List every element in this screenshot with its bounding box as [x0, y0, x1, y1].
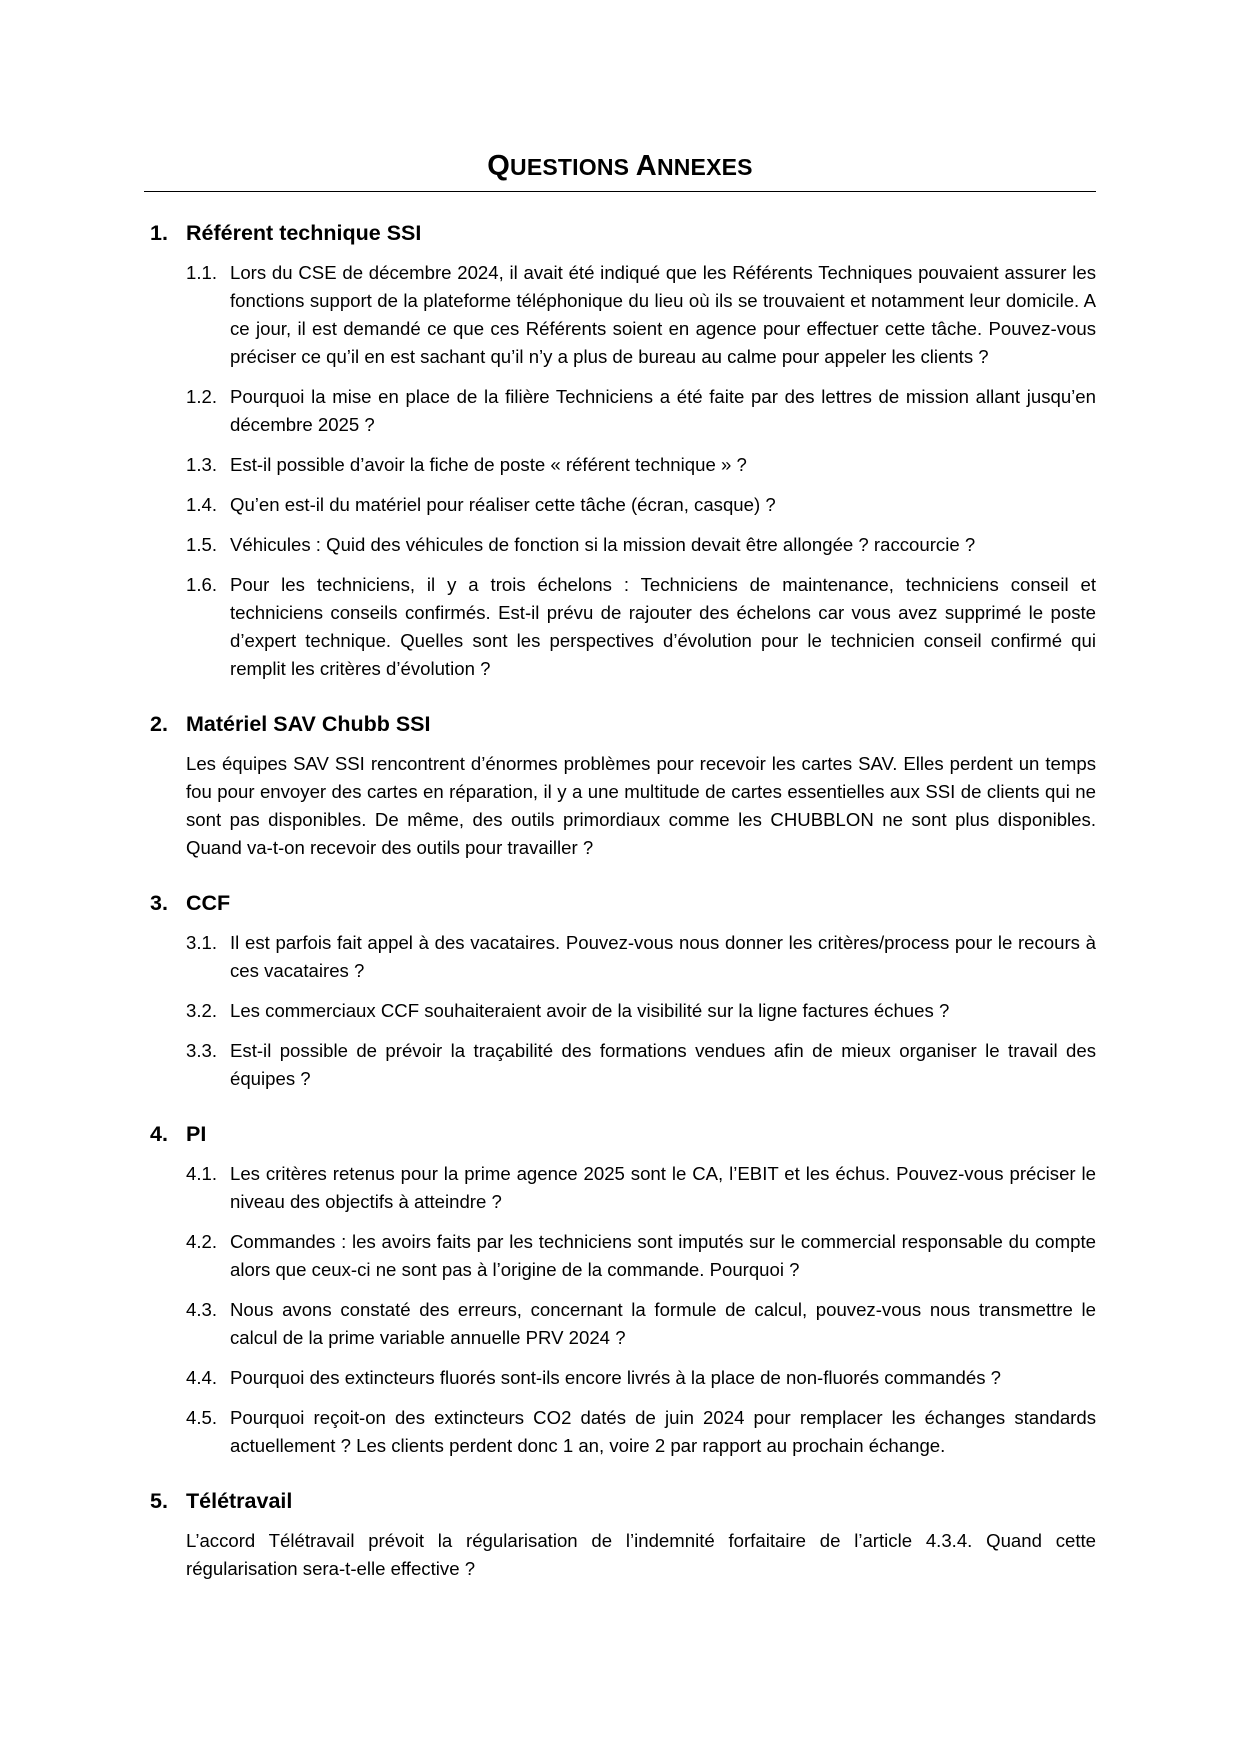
- question-number: 4.2.: [186, 1231, 218, 1252]
- question-list: [186, 929, 1096, 1093]
- section-title: Référent technique SSI: [186, 221, 422, 245]
- question-text: Les critères retenus pour la prime agence 2025 sont le CA, l’EBIT et les échus. Pouvez-vous préciser le niveau des objectifs à atteindre ?: [230, 1163, 1096, 1212]
- question-item: [186, 491, 1096, 519]
- question-item: [186, 259, 1096, 371]
- question-text: Lors du CSE de décembre 2024, il avait été indiqué que les Référents Techniques pouvaient assurer les fonctions support de la plateforme téléphonique du lieu où ils se trouvaient et notamment leur domicile. A ce jour, il est demandé ce que ces Référents soient en agence pour effectuer cette tâche. Pouvez-vous préciser ce qu’il en est sachant qu’il n’y a plus de bureau au calme pour appeler les clients ?: [230, 262, 1096, 367]
- question-item: [186, 451, 1096, 479]
- section-3: [144, 889, 1096, 1093]
- section-heading: [144, 710, 1096, 738]
- question-item: [186, 1364, 1096, 1392]
- question-item: [186, 1037, 1096, 1093]
- title-initial-a: A: [635, 150, 657, 182]
- question-number: 4.5.: [186, 1407, 218, 1428]
- section-1: [144, 219, 1096, 683]
- question-text: Les commerciaux CCF souhaiteraient avoir de la visibilité sur la ligne factures échues ?: [230, 1000, 950, 1021]
- question-text: Est-il possible de prévoir la traçabilité des formations vendues afin de mieux organiser le travail des équipes ?: [230, 1040, 1096, 1089]
- title-part-1: UESTIONS: [510, 154, 636, 180]
- question-number: 1.4.: [186, 494, 218, 515]
- question-list: [186, 1160, 1096, 1460]
- section-5: [144, 1487, 1096, 1583]
- question-item: [186, 1228, 1096, 1284]
- question-text: Il est parfois fait appel à des vacataires. Pouvez-vous nous donner les critères/process pour le recours à ces vacataires ?: [230, 932, 1096, 981]
- question-text: Qu’en est-il du matériel pour réaliser cette tâche (écran, casque) ?: [230, 494, 776, 515]
- section-number: 4.: [150, 1122, 168, 1146]
- section-paragraph: Les équipes SAV SSI rencontrent d’énormes problèmes pour recevoir les cartes SAV. Elles perdent un temps fou pour envoyer des cartes en réparation, il y a une multitude de cartes essentielles aux SSI de clients qui ne sont pas disponibles. De même, des outils primordiaux comme les CHUBBLON ne sont plus disponibles. Quand va-t-on recevoir des outils pour travailler ?: [186, 753, 1096, 858]
- section-number: 1.: [150, 221, 168, 245]
- question-number: 1.5.: [186, 534, 218, 555]
- section-number: 5.: [150, 1489, 168, 1513]
- question-text: Pourquoi la mise en place de la filière Techniciens a été faite par des lettres de mission allant jusqu’en décembre 2025 ?: [230, 386, 1096, 435]
- section-number: 3.: [150, 891, 168, 915]
- question-text: Pour les techniciens, il y a trois échelons : Techniciens de maintenance, techniciens conseil et techniciens conseils confirmés. Est-il prévu de rajouter des échelons car vous avez supprimé le poste d’expert technique. Quelles sont les perspectives d’évolution pour le technicien conseil confirmé qui remplit les critères d’évolution ?: [230, 574, 1096, 679]
- question-item: [186, 531, 1096, 559]
- question-number: 1.6.: [186, 574, 218, 595]
- section-title: Matériel SAV Chubb SSI: [186, 712, 431, 736]
- section-title: PI: [186, 1122, 207, 1146]
- title-initial-q: Q: [487, 150, 511, 182]
- question-text: Véhicules : Quid des véhicules de fonction si la mission devait être allongée ? raccourcie ?: [230, 534, 976, 555]
- section-heading: [144, 889, 1096, 917]
- question-list: [186, 259, 1096, 683]
- section-heading: [144, 1120, 1096, 1148]
- question-text: Est-il possible d’avoir la fiche de poste « référent technique » ?: [230, 454, 747, 475]
- section-title: Télétravail: [186, 1489, 293, 1513]
- question-number: 1.1.: [186, 262, 218, 283]
- question-text: Pourquoi reçoit-on des extincteurs CO2 datés de juin 2024 pour remplacer les échanges standards actuellement ? Les clients perdent donc 1 an, voire 2 par rapport au prochain échange.: [230, 1407, 1096, 1456]
- section-paragraph: L’accord Télétravail prévoit la régularisation de l’indemnité forfaitaire de l’article 4.3.4. Quand cette régularisation sera-t-elle effective ?: [186, 1530, 1096, 1579]
- document-page: [144, 150, 1096, 1583]
- question-item: [186, 929, 1096, 985]
- section-heading: [144, 219, 1096, 247]
- question-number: 1.3.: [186, 454, 218, 475]
- question-item: [186, 1160, 1096, 1216]
- question-number: 3.2.: [186, 1000, 218, 1021]
- question-number: 1.2.: [186, 386, 218, 407]
- section-4: [144, 1120, 1096, 1460]
- section-title: CCF: [186, 891, 231, 915]
- question-item: [186, 1296, 1096, 1352]
- question-item: [186, 1404, 1096, 1460]
- question-number: 4.3.: [186, 1299, 218, 1320]
- question-item: [186, 383, 1096, 439]
- page-title: [144, 150, 1096, 192]
- question-number: 3.1.: [186, 932, 218, 953]
- question-text: Pourquoi des extincteurs fluorés sont-ils encore livrés à la place de non-fluorés commandés ?: [230, 1367, 1002, 1388]
- section-number: 2.: [150, 712, 168, 736]
- section-2: [144, 710, 1096, 862]
- question-number: 4.4.: [186, 1367, 218, 1388]
- question-item: [186, 997, 1096, 1025]
- title-part-2: NNEXES: [656, 154, 753, 180]
- section-heading: [144, 1487, 1096, 1515]
- question-text: Commandes : les avoirs faits par les techniciens sont imputés sur le commercial responsable du compte alors que ceux-ci ne sont pas à l’origine de la commande. Pourquoi ?: [230, 1231, 1096, 1280]
- question-text: Nous avons constaté des erreurs, concernant la formule de calcul, pouvez-vous nous transmettre le calcul de la prime variable annuelle PRV 2024 ?: [230, 1299, 1096, 1348]
- question-item: [186, 571, 1096, 683]
- question-number: 4.1.: [186, 1163, 218, 1184]
- question-number: 3.3.: [186, 1040, 218, 1061]
